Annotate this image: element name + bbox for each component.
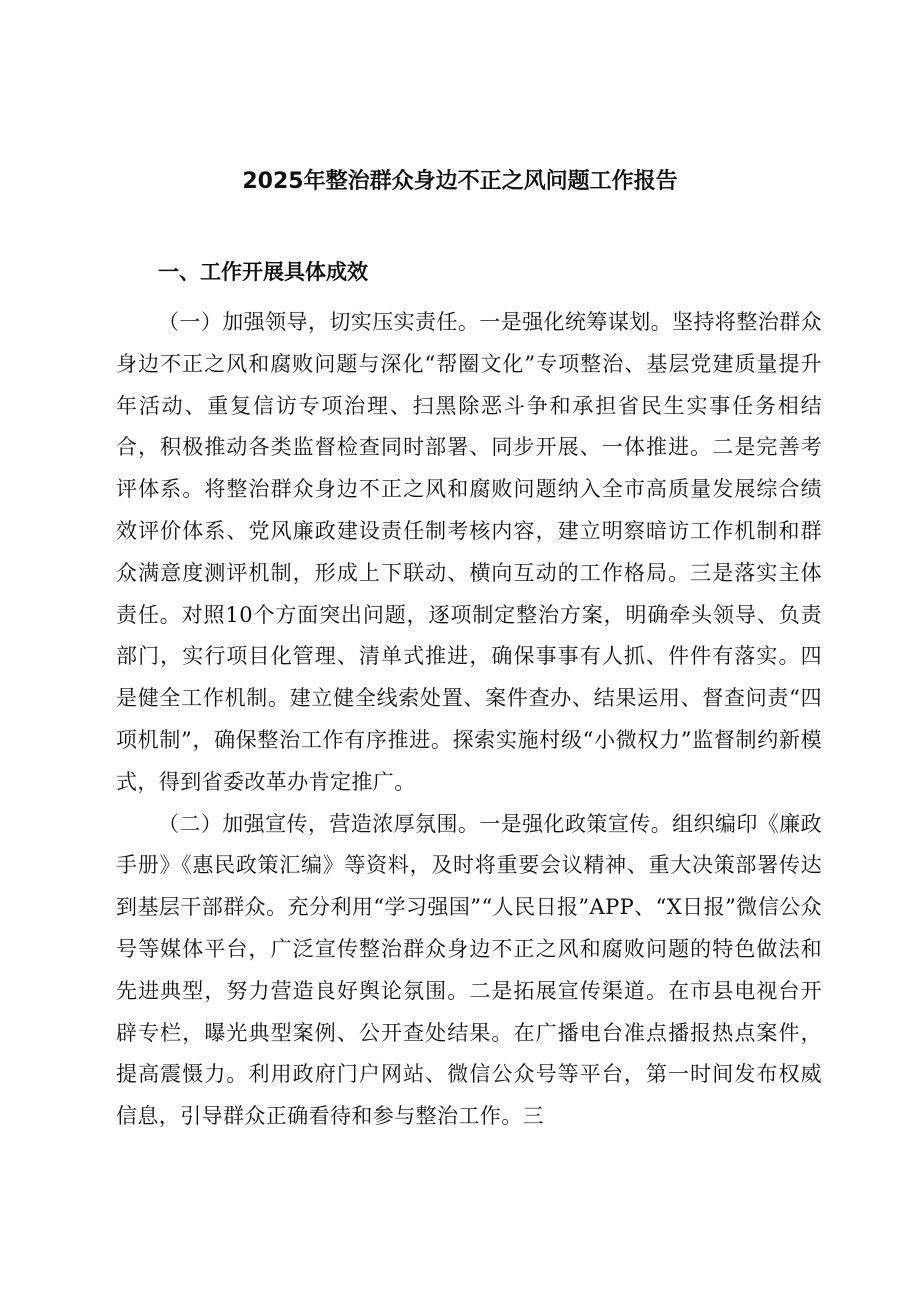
paragraph: （二）加强宣传，营造浓厚氛围。一是强化政策宣传。组织编印《廉政手册》《惠民政策汇编》等资料，及时将重要会议精神、重大决策部署传达到基层干部群众。充分利用“学习强国”“人民日报”APP、“X日报”微信公众号等媒体平台，广泛宣传整治群众身边不正之风和腐败问题的特色做法和先进典型，努力营造良好舆论氛围。二是拓展宣传渠道。在市县电视台开辟专栏，曝光典型案例、公开查处结果。在广播电台准点播报热点案件，提高震慑力。利用政府门户网站、微信公众号等平台，第一时间发布权威信息，引导群众正确看待和参与整治工作。三 [116,811,822,1129]
document-title: 2025年整治群众身边不正之风问题工作报告 [242,169,678,194]
paragraph: （一）加强领导，切实压实责任。一是强化统筹谋划。坚持将整治群众身边不正之风和腐败问题与深化“帮圈文化”专项整治、基层党建质量提升年活动、重复信访专项治理、扫黑除恶斗争和承担省民生实事任务相结合，积极推动各类监督检查同时部署、同步开展、一体推进。二是完善考评体系。将整治群众身边不正之风和腐败问题纳入全市高质量发展综合绩效评价体系、党风廉政建设责任制考核内容，建立明察暗访工作机制和群众满意度测评机制，形成上下联动、横向互动的工作格局。三是落实主体责任。对照10个方面突出问题，逐项制定整治方案，明确牵头领导、负责部门，实行项目化管理、清单式推进，确保事事有人抓、件件有落实。四是健全工作机制。建立健全线索处置、案件查办、结果运用、督查问责“四项机制”，确保整治工作有序推进。探索实施村级“小微权力”监督制约新模式，得到省委改革办肯定推广。 [116,310,822,794]
body-text [116,302,822,1138]
section-heading: 一、工作开展具体成效 [158,260,368,284]
